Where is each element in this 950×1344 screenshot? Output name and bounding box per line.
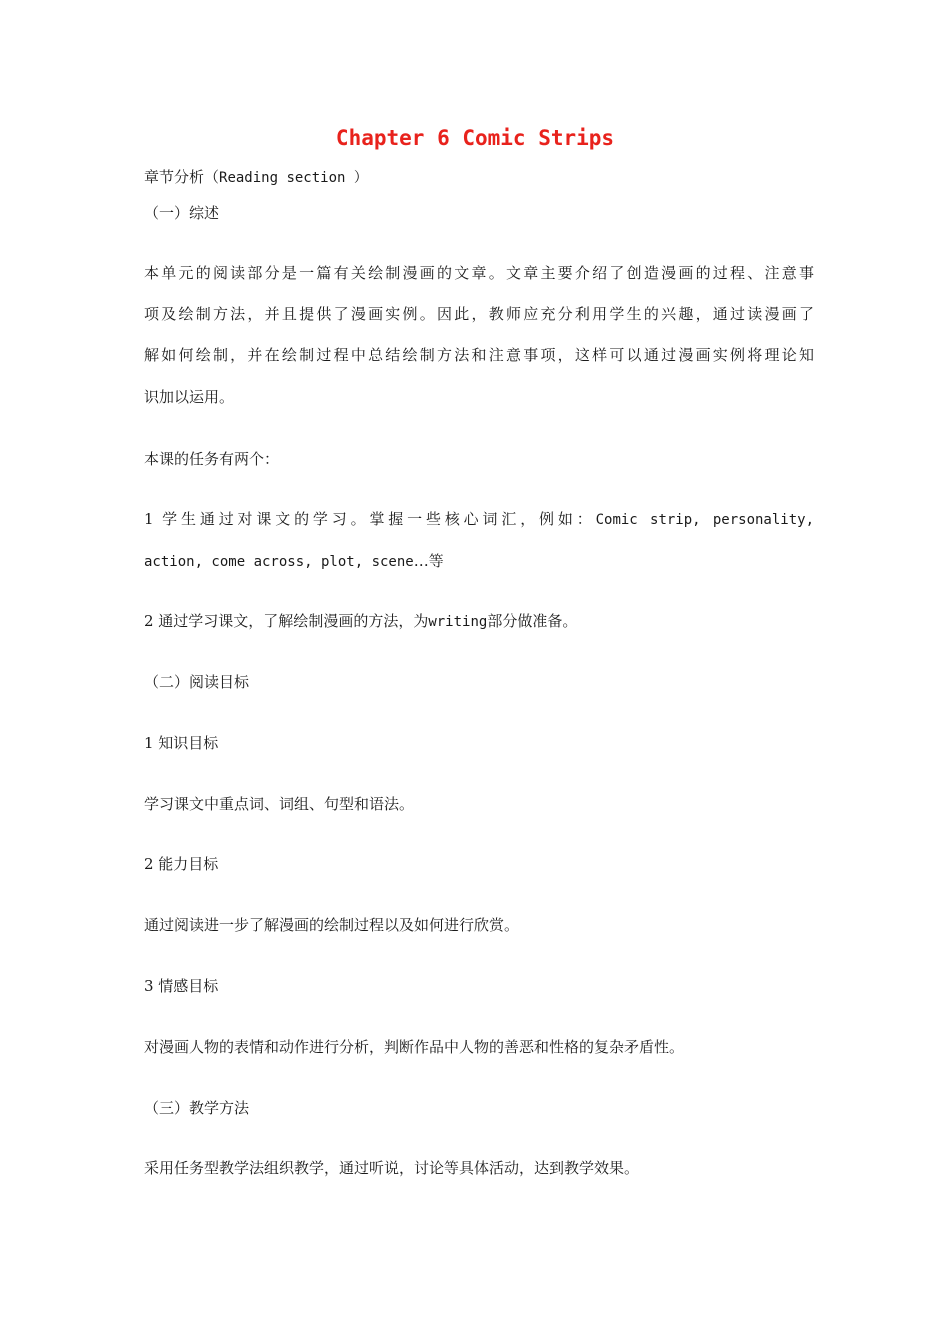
section-label-en: Reading section ）: [219, 170, 368, 186]
task-2: [144, 610, 814, 633]
knowledge-heading: 1 知识目标: [144, 734, 219, 752]
task-1-line-1-cn: 1 学生通过对课文的学习。掌握一些核心词汇，例如：: [144, 510, 596, 528]
task-1-line-1: [144, 508, 814, 531]
task-1-line-2-en: action, come across, plot, scene: [144, 554, 414, 570]
ability-text: 通过阅读进一步了解漫画的绘制过程以及如何进行欣赏。: [144, 916, 520, 934]
goals-heading: （二）阅读目标: [144, 673, 250, 691]
overview-line-2: 项及绘制方法，并且提供了漫画实例。因此，教师应充分利用学生的兴趣，通过读漫画了: [144, 305, 814, 323]
overview-line-4: 识加以运用。: [144, 388, 235, 406]
task-1-line-2-cn: …等: [413, 552, 444, 570]
method-text: 采用任务型教学法组织教学，通过听说，讨论等具体活动，达到教学效果。: [144, 1159, 640, 1177]
overview-line-3: 解如何绘制，并在绘制过程中总结绘制方法和注意事项，这样可以通过漫画实例将理论知: [144, 346, 814, 364]
task-2-en: writing: [428, 614, 488, 630]
section-label-cn: 章节分析（: [144, 168, 220, 186]
emotion-heading: 3 情感目标: [144, 977, 219, 995]
emotion-text: 对漫画人物的表情和动作进行分析，判断作品中人物的善恶和性格的复杂矛盾性。: [144, 1038, 685, 1056]
tasks-intro: 本课的任务有两个：: [144, 450, 280, 468]
task-2-pre: 2 通过学习课文，了解绘制漫画的方法，为: [144, 612, 429, 630]
task-1-line-1-en: Comic strip, personality,: [595, 512, 815, 528]
task-2-post: 部分做准备。: [487, 612, 578, 630]
ability-heading: 2 能力目标: [144, 855, 219, 873]
method-heading: （三）教学方法: [144, 1099, 250, 1117]
section-label: [144, 166, 814, 189]
knowledge-text: 学习课文中重点词、词组、句型和语法。: [144, 795, 415, 813]
document-title: Chapter 6 Comic Strips: [335, 126, 615, 150]
overview-heading: （一）综述: [144, 204, 220, 222]
task-1-line-2: [144, 550, 814, 573]
overview-line-1: 本单元的阅读部分是一篇有关绘制漫画的文章。文章主要介绍了创造漫画的过程、注意事: [144, 264, 814, 282]
